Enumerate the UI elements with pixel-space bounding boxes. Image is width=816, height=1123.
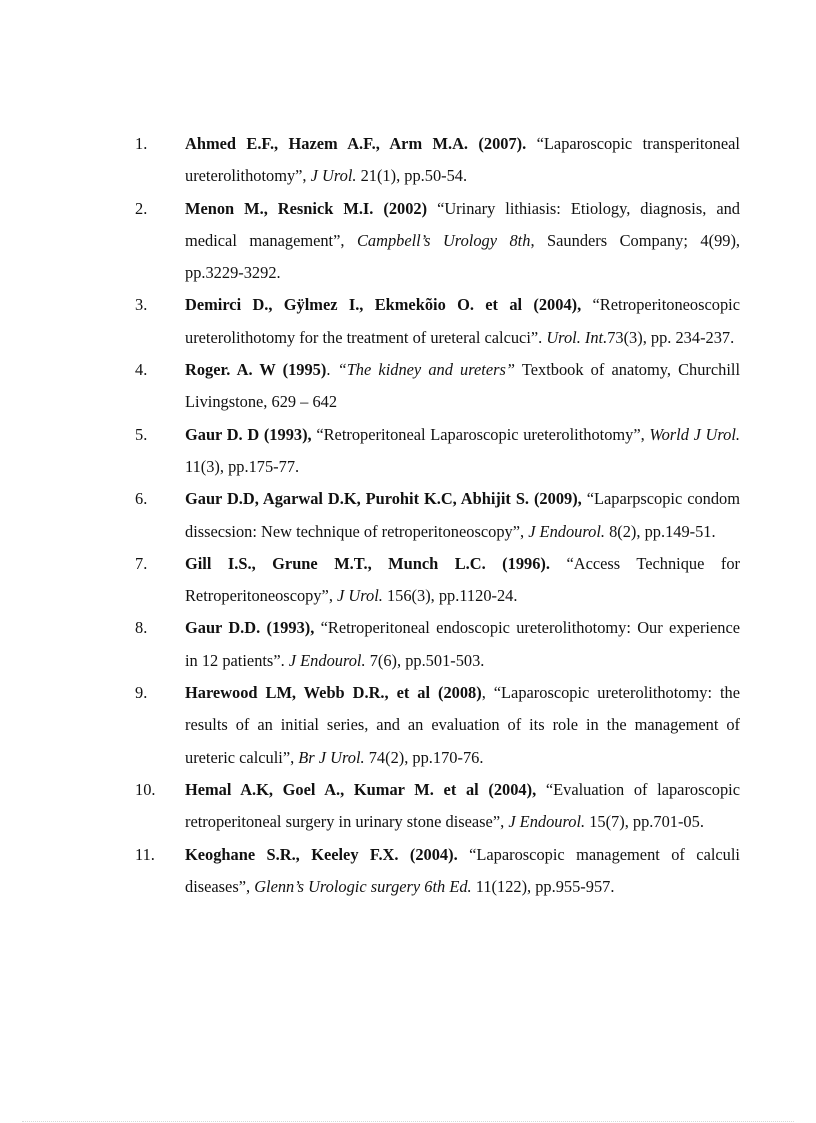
page-bottom-divider bbox=[22, 1121, 794, 1122]
reference-details: 11(3), pp.175-77. bbox=[185, 456, 300, 476]
reference-journal: J Urol. bbox=[310, 166, 357, 186]
reference-authors: Menon M., Resnick M.I. (2002) bbox=[185, 198, 428, 218]
reference-authors: Gaur D.D, Agarwal D.K, Purohit K.C, Abhijit S. (2009), bbox=[185, 489, 582, 509]
reference-details: 7(6), pp.501-503. bbox=[365, 650, 485, 670]
reference-details: 8(2), pp.149-51. bbox=[604, 521, 716, 541]
reference-number: 10. bbox=[135, 779, 156, 799]
reference-details: 11(122), pp.955-957. bbox=[471, 876, 615, 896]
reference-title: “Urinary lithiasis: Etiology, diagnosis, and medical management”, bbox=[185, 198, 740, 250]
reference-title: “Laparoscopic transperitoneal ureterolithotomy”, bbox=[185, 134, 740, 186]
reference-journal: J Endourol. bbox=[288, 650, 366, 670]
reference-journal: Urol. Int. bbox=[546, 327, 608, 347]
reference-number: 5. bbox=[135, 424, 148, 444]
reference-title: “Access Technique for Retroperitoneoscopy”, bbox=[185, 553, 740, 606]
reference-item bbox=[135, 839, 740, 904]
reference-title: “Evaluation of laparoscopic retroperitoneal surgery in urinary stone disease”, bbox=[185, 779, 740, 832]
reference-journal: Glenn’s Urologic surgery 6th Ed. bbox=[254, 876, 472, 896]
reference-journal: J Endourol. bbox=[508, 812, 586, 832]
reference-list bbox=[135, 128, 740, 903]
reference-details: 156(3), pp.1120-24. bbox=[382, 586, 518, 606]
reference-title: “Retroperitoneal Laparoscopic ureterolithotomy”, bbox=[311, 424, 650, 444]
reference-item bbox=[135, 289, 740, 354]
reference-journal: Br J Urol. bbox=[298, 747, 365, 767]
reference-title: . bbox=[326, 360, 338, 380]
reference-number: 2. bbox=[135, 198, 148, 218]
reference-authors: Ahmed E.F., Hazem A.F., Arm M.A. (2007). bbox=[185, 134, 527, 153]
reference-authors: Gaur D. D (1993), bbox=[185, 424, 312, 444]
reference-item bbox=[135, 774, 740, 839]
reference-item bbox=[135, 483, 740, 548]
reference-item bbox=[135, 677, 740, 774]
reference-details: 15(7), pp.701-05. bbox=[585, 812, 704, 832]
reference-number: 4. bbox=[135, 360, 148, 380]
reference-authors: Gaur D.D. (1993), bbox=[185, 618, 315, 638]
reference-details: 73(3), pp. 234-237. bbox=[607, 327, 735, 347]
reference-item bbox=[135, 419, 740, 484]
reference-authors: Roger. A. W (1995) bbox=[185, 360, 327, 380]
reference-journal: J Endourol. bbox=[528, 521, 605, 541]
reference-title: , “Laparoscopic ureterolithotomy: the results of an initial series, and an evaluation of its role in the management of ureteric calculi”, bbox=[185, 683, 740, 767]
reference-journal: J Urol. bbox=[337, 586, 383, 606]
reference-item bbox=[135, 128, 740, 193]
reference-authors: Harewood LM, Webb D.R., et al (2008) bbox=[185, 683, 482, 703]
reference-number: 6. bbox=[135, 489, 148, 509]
reference-title: “Retroperitoneal endoscopic ureterolithotomy: Our experience in 12 patients”. bbox=[185, 618, 740, 670]
reference-details: Textbook of anatomy, Churchill Livingstone, 629 – 642 bbox=[185, 360, 740, 412]
reference-number: 8. bbox=[135, 618, 148, 638]
reference-journal: Campbell’s Urology 8th bbox=[357, 230, 531, 250]
reference-authors: Gill I.S., Grune M.T., Munch L.C. (1996). bbox=[185, 553, 550, 573]
reference-details: 74(2), pp.170-76. bbox=[364, 747, 484, 767]
reference-number: 7. bbox=[135, 553, 148, 573]
reference-item bbox=[135, 193, 740, 290]
reference-number: 9. bbox=[135, 683, 148, 703]
reference-item bbox=[135, 548, 740, 613]
reference-number: 1. bbox=[135, 134, 148, 153]
reference-details: , Saunders Company; 4(99), pp.3229-3292. bbox=[185, 230, 741, 283]
reference-journal: World J Urol. bbox=[649, 424, 740, 444]
reference-item bbox=[135, 612, 740, 677]
reference-authors: Hemal A.K, Goel A., Kumar M. et al (2004), bbox=[185, 779, 537, 799]
reference-item bbox=[135, 354, 740, 419]
reference-authors: Demirci D., Gÿlmez I., Ekmekõio O. et al (2004), bbox=[185, 295, 582, 315]
reference-number: 11. bbox=[135, 844, 155, 864]
reference-title: “Retroperitoneoscopic ureterolithotomy for the treatment of ureteral calcuci”. bbox=[185, 295, 740, 347]
reference-authors: Keoghane S.R., Keeley F.X. (2004). bbox=[185, 844, 458, 864]
reference-number: 3. bbox=[135, 295, 148, 315]
reference-title: “Laparoscopic management of calculi diseases”, bbox=[185, 844, 740, 896]
reference-journal: “The kidney and ureters” bbox=[337, 360, 516, 380]
reference-title: “Laparpscopic condom dissecsion: New technique of retroperitoneoscopy”, bbox=[185, 489, 741, 541]
reference-details: 21(1), pp.50-54. bbox=[356, 166, 468, 186]
